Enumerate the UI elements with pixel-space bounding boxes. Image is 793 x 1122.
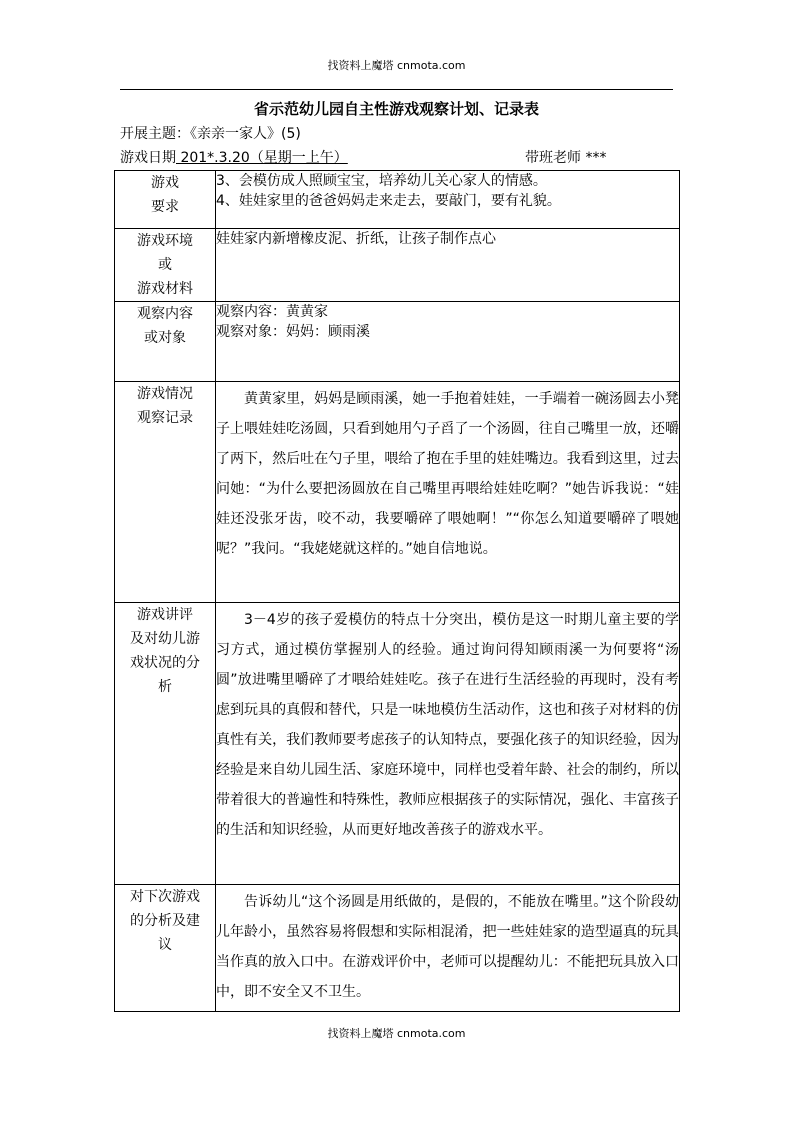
row-content xyxy=(216,171,680,229)
observation-content: 观察内容：黄黄家 xyxy=(216,304,328,320)
date-line xyxy=(120,148,680,168)
header-watermark: 找资料上魔塔 cnmota.com xyxy=(327,59,466,72)
row-label: 游戏环境 或 游戏材料 xyxy=(115,229,216,302)
row-label: 观察内容 或对象 xyxy=(115,302,216,382)
date-value: 201*.3.20（星期一上午） xyxy=(176,150,348,166)
row-label: 游戏情况 观察记录 xyxy=(115,382,216,603)
suggestion-text: 告诉幼儿“这个汤圆是用纸做的，是假的，不能放在嘴里。”这个阶段幼儿年龄小，虽然容易将假想和实际相混淆，把一些娃娃家的造型逼真的玩具当作真的放入口中。在游戏评价中，老师可以提醒幼儿：不能把玩具放入口中，即不安全又不卫生。 xyxy=(216,894,679,1000)
row-label: 对下次游戏 的分析及建 议 xyxy=(115,885,216,1012)
date-label: 游戏日期 xyxy=(120,150,176,166)
table-row-observation-target xyxy=(115,302,680,382)
analysis-text: 3－4岁的孩子爱模仿的特点十分突出，模仿是这一时期儿童主要的学习方式，通过模仿掌握别人的经验。通过询问得知顾雨溪一为何要将“汤圆”放进嘴里嚼碎了才喂给娃娃吃。孩子在进行生活经验的再现时，没有考虑到玩具的真假和替代，只是一味地模仿生活动作，这也和孩子对材料的仿真性有关，我们教师要考虑孩子的认知特点，要强化孩子的知识经验，因为经验是来自幼儿园生活、家庭环境中，同样也受着年龄、社会的制约，所以带着很大的普遍性和特殊性，教师应根据孩子的实际情况，强化、丰富孩子的生活和知识经验，从而更好地改善孩子的游戏水平。 xyxy=(216,612,679,838)
table-row-observation-record xyxy=(115,382,680,603)
table-row-materials xyxy=(115,229,680,302)
header-divider xyxy=(120,89,673,90)
observation-record-text: 黄黄家里，妈妈是顾雨溪，她一手抱着娃娃，一手端着一碗汤圆去小凳子上喂娃娃吃汤圆，只看到她用勺子舀了一个汤圆，往自己嘴里一放，还嚼了两下，然后吐在勺子里，喂给了抱在手里的娃娃嘴边。我看到这里，过去问她：“为什么要把汤圆放在自己嘴里再喂给娃娃吃啊？”她告诉我说：“娃娃还没张牙齿，咬不动，我要嚼碎了喂她啊！”“你怎么知道要嚼碎了喂她呢？”我问。“我姥姥就这样的。”她自信地说。 xyxy=(216,391,679,557)
row-content xyxy=(216,302,680,382)
record-table xyxy=(114,170,680,1012)
table-row-requirements xyxy=(115,171,680,229)
table-row-suggestions xyxy=(115,885,680,1012)
requirement-item: 4、娃娃家里的爸爸妈妈走来走去，要敲门，要有礼貌。 xyxy=(216,193,561,209)
observation-object: 观察对象：妈妈：顾雨溪 xyxy=(216,324,370,340)
teacher-label: 带班老师 *** xyxy=(525,150,607,166)
row-content xyxy=(216,885,680,1012)
theme-line: 开展主题：《亲亲一家人》(5) xyxy=(120,126,301,142)
row-label: 游戏 要求 xyxy=(115,171,216,229)
footer-watermark: 找资料上魔塔 cnmota.com xyxy=(327,1027,466,1040)
row-content xyxy=(216,229,680,302)
requirement-item: 3、会模仿成人照顾宝宝，培养幼儿关心家人的情感。 xyxy=(216,173,547,189)
materials-text: 娃娃家内新增橡皮泥、折纸，让孩子制作点心 xyxy=(216,231,496,247)
page-title: 省示范幼儿园自主性游戏观察计划、记录表 xyxy=(253,100,539,118)
row-label: 游戏讲评 及对幼儿游 戏状况的分 析 xyxy=(115,603,216,885)
row-content xyxy=(216,603,680,885)
row-content xyxy=(216,382,680,603)
table-row-analysis xyxy=(115,603,680,885)
